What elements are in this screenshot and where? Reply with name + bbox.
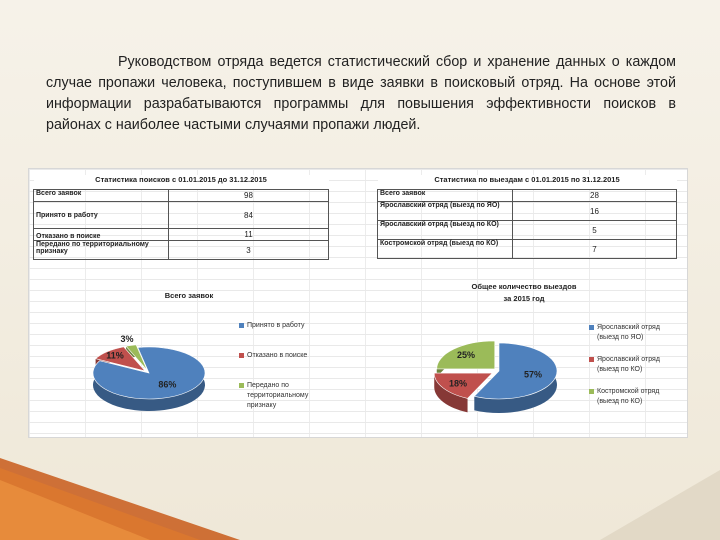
row-value: 16: [513, 202, 677, 221]
paragraph-text: Руководством отряда ведется статистический сбор и хранение данных о каждом случае пропажи человека, поступившем в виде заявки в поисковый отряд. На основе этой информации разрабатываются программы для повышения эффективности поисков в районах с наиболее частыми случаями пропажи людей.: [46, 54, 676, 133]
legend-swatch: [239, 353, 244, 358]
legend-item: [589, 323, 681, 343]
legend-label: Ярославский отряд (выезд по КО): [597, 356, 660, 373]
table-row: [378, 202, 677, 221]
chart1-title: Всего заявок: [164, 291, 214, 300]
row-label: Костромской отряд (выезд по КО): [378, 240, 513, 259]
legend-item: [239, 351, 339, 361]
row-label: Отказано в поиске: [34, 229, 169, 241]
legend-label: Передано по территориальному признаку: [247, 382, 309, 409]
chart1-legend: [239, 321, 339, 417]
legend-swatch: [589, 389, 594, 394]
row-label: Ярославский отряд (выезд по ЯО): [378, 202, 513, 221]
row-label: Принято в работу: [34, 202, 169, 229]
pie-data-label: 57%: [523, 369, 542, 380]
chart2-legend: [589, 323, 681, 413]
table-row: [34, 229, 329, 241]
row-label: Ярославский отряд (выезд по КО): [378, 221, 513, 240]
legend-swatch: [589, 357, 594, 362]
chart2-title: [449, 281, 599, 305]
legend-label: Отказано в поиске: [247, 352, 308, 359]
table-trips: [377, 175, 677, 259]
row-value: 28: [513, 190, 677, 202]
table-searches-title: Статистика поисков с 01.01.2015 до 31.12.2015: [34, 175, 329, 190]
pie-data-label: 3%: [120, 334, 134, 345]
row-value: 98: [169, 190, 329, 202]
table-trips-title: Статистика по выездам с 01.01.2015 по 31.12.2015: [378, 175, 677, 190]
table-row: [378, 190, 677, 202]
row-label: Всего заявок: [378, 190, 513, 202]
legend-swatch: [239, 323, 244, 328]
row-label: Всего заявок: [34, 190, 169, 202]
row-label: Передано по территориальному признаку: [34, 241, 169, 260]
legend-label: Ярославский отряд (выезд по ЯО): [597, 324, 660, 341]
legend-item: [589, 387, 681, 407]
pie-data-label: 86%: [158, 379, 177, 390]
table-row: [378, 221, 677, 240]
row-value: 84: [169, 202, 329, 229]
chart2-title-line: за 2015 год: [503, 294, 545, 303]
slide-paragraph: [46, 52, 676, 136]
pie-chart-trips: [409, 303, 609, 433]
table-row: [34, 202, 329, 229]
row-value: 3: [169, 241, 329, 260]
legend-item: [239, 321, 339, 331]
row-value: 5: [513, 221, 677, 240]
pie-data-label: 25%: [457, 350, 476, 361]
table-row: [34, 190, 329, 202]
table-searches: [33, 175, 329, 260]
legend-label: Костромской отряд (выезд по КО): [597, 388, 660, 405]
legend-swatch: [589, 325, 594, 330]
pie-data-label: 11%: [106, 350, 124, 361]
row-value: 11: [169, 229, 329, 241]
legend-item: [239, 381, 339, 411]
legend-swatch: [239, 383, 244, 388]
chart2-title-line: Общее количество выездов: [471, 282, 577, 291]
table-row: [378, 240, 677, 259]
legend-item: [589, 355, 681, 375]
spreadsheet-image: [28, 168, 688, 438]
table-row: [34, 241, 329, 260]
row-value: 7: [513, 240, 677, 259]
legend-label: Принято в работу: [247, 322, 305, 329]
pie-data-label: 18%: [448, 378, 467, 389]
